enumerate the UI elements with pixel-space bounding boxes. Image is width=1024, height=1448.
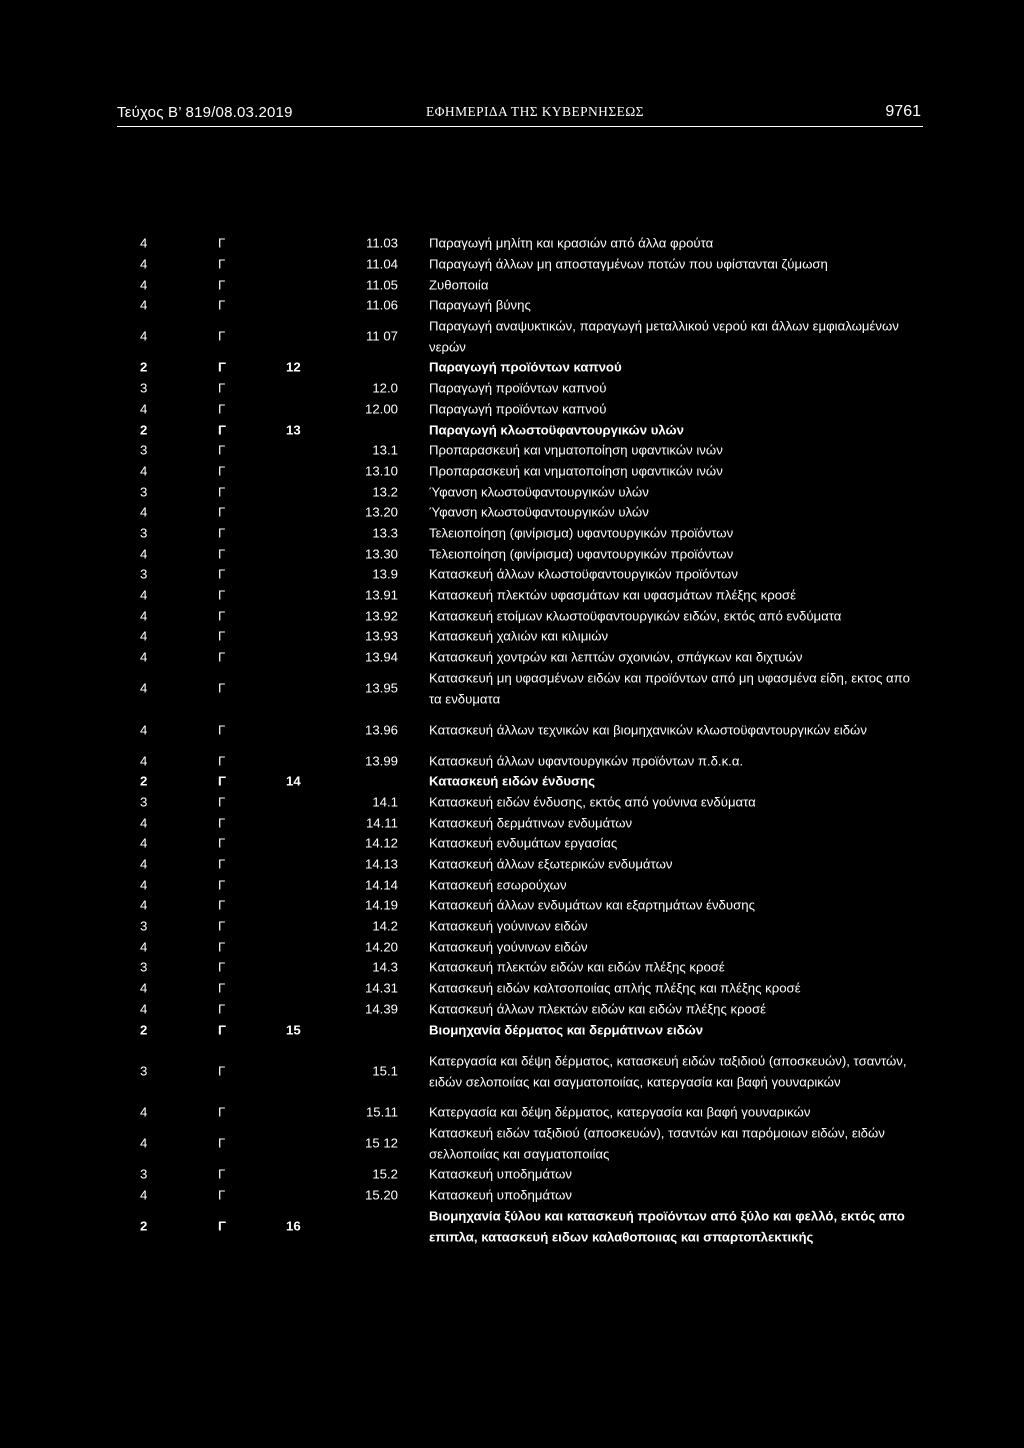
code-cell: 14.11 — [365, 815, 398, 831]
level-cell: 3 — [140, 567, 148, 583]
code-cell: 14.20 — [364, 939, 398, 955]
description-cell: Κατασκευή πλεκτών ειδών και ειδών πλέξης κροσέ — [429, 960, 725, 976]
level-cell: 4 — [140, 722, 148, 738]
description-cell: Παραγωγή αναψυκτικών, παραγωγή μεταλλικού νερού και άλλων εμφιαλωμένων νερών — [429, 318, 899, 355]
section-cell: Γ — [218, 773, 226, 789]
description-cell: Κατασκευή δερμάτινων ενδυμάτων — [429, 815, 633, 831]
table-row — [140, 751, 920, 772]
description-cell: Προπαρασκευή και νηματοποίηση υφαντικών ινών — [429, 442, 723, 458]
description-cell: Παραγωγή μηλίτη και κρασιών από άλλα φρούτα — [429, 235, 714, 251]
description-cell: Ύφανση κλωστοϋφαντουργικών υλών — [429, 504, 649, 520]
division-cell: 13 — [286, 422, 301, 438]
code-cell: 15 12 — [364, 1135, 398, 1151]
section-cell: Γ — [218, 546, 226, 562]
table-row — [140, 441, 920, 462]
level-cell: 4 — [140, 753, 148, 769]
division-cell: 14 — [286, 773, 301, 789]
description-cell: Τελειοποίηση (φινίρισμα) υφαντουργικών προϊόντων — [429, 546, 734, 562]
table-row — [140, 524, 920, 545]
code-cell: 11.03 — [365, 235, 398, 251]
code-cell: 13.30 — [364, 546, 398, 562]
section-cell: Γ — [218, 1063, 226, 1079]
section-cell: Γ — [218, 567, 226, 583]
code-cell: 13.9 — [372, 567, 398, 583]
section-cell: Γ — [218, 939, 226, 955]
level-cell: 2 — [140, 1022, 148, 1038]
description-cell: Τελειοποίηση (φινίρισμα) υφαντουργικών προϊόντων — [429, 525, 734, 541]
description-cell: Παραγωγή άλλων μη αποσταγμένων ποτών που υφίστανται ζύμωση — [429, 256, 828, 272]
section-cell: Γ — [218, 1022, 226, 1038]
description-cell: Κατασκευή ειδών καλτσοποιίας απλής πλέξης και πλέξης κροσέ — [429, 980, 801, 996]
code-cell: 13.93 — [364, 629, 398, 645]
section-cell: Γ — [218, 525, 226, 541]
level-cell: 4 — [140, 629, 148, 645]
code-cell: 12.00 — [364, 401, 398, 417]
section-cell: Γ — [218, 422, 226, 438]
description-cell: Βιομηχανία δέρματος και δερμάτινων ειδών — [429, 1022, 704, 1038]
table-row — [140, 1186, 920, 1207]
description-cell: Βιομηχανία ξύλου και κατασκευή προϊόντων από ξύλο και φελλό, εκτός απο επιπλα, κατασκευή ειδων καλαθοποιιας και σπαρτοπλεκτικής — [429, 1208, 905, 1245]
level-cell: 4 — [140, 856, 148, 872]
level-cell: 3 — [140, 442, 148, 458]
section-cell: Γ — [218, 1001, 226, 1017]
section-cell: Γ — [218, 504, 226, 520]
table-row — [140, 296, 920, 317]
activity-code-table — [140, 234, 920, 1248]
description-cell: Κατασκευή εσωρούχων — [429, 877, 567, 893]
section-cell: Γ — [218, 1104, 226, 1120]
section-cell: Γ — [218, 918, 226, 934]
description-cell: Κατασκευή χαλιών και κιλιμιών — [429, 629, 609, 645]
section-cell: Γ — [218, 1135, 226, 1151]
table-row — [140, 1041, 920, 1103]
level-cell: 4 — [140, 980, 148, 996]
description-cell: Κατασκευή άλλων ενδυμάτων και εξαρτημάτων ένδυσης — [429, 898, 755, 914]
section-cell: Γ — [218, 898, 226, 914]
section-cell: Γ — [218, 277, 226, 293]
level-cell: 4 — [140, 1135, 148, 1151]
level-cell: 4 — [140, 877, 148, 893]
section-cell: Γ — [218, 1187, 226, 1203]
table-row — [140, 317, 920, 358]
table-row — [140, 958, 920, 979]
section-cell: Γ — [218, 835, 226, 851]
description-cell: Κατασκευή άλλων υφαντουργικών προϊόντων π.δ.κ.α. — [429, 753, 744, 769]
section-cell: Γ — [218, 753, 226, 769]
level-cell: 3 — [140, 525, 148, 541]
level-cell: 4 — [140, 1104, 148, 1120]
level-cell: 2 — [140, 360, 148, 376]
description-cell: Κατασκευή άλλων τεχνικών και βιομηχανικών κλωστοϋφαντουργικών ειδών — [429, 722, 867, 738]
section-cell: Γ — [218, 484, 226, 500]
table-row — [140, 1124, 920, 1165]
section-cell: Γ — [218, 1218, 226, 1234]
table-row — [140, 834, 920, 855]
description-cell: Κατασκευή άλλων κλωστοϋφαντουργικών προϊόντων — [429, 567, 738, 583]
description-cell: Κατασκευή ειδών ταξιδιού (αποσκευών), τσαντών και παρόμοιων ειδών, ειδών σελλοποιίας και σαγματοποιίας — [429, 1125, 885, 1162]
table-row — [140, 896, 920, 917]
table-row — [140, 420, 920, 441]
description-cell: Παραγωγή προϊόντων καπνού — [429, 360, 622, 376]
description-cell: Παραγωγή κλωστοϋφαντουργικών υλών — [429, 422, 685, 438]
code-cell: 13.1 — [372, 442, 398, 458]
description-cell: Κατασκευή υποδημάτων — [429, 1167, 572, 1183]
table-row — [140, 772, 920, 793]
code-cell: 14.13 — [364, 856, 398, 872]
code-cell: 13.10 — [364, 463, 398, 479]
section-cell: Γ — [218, 980, 226, 996]
code-cell: 15.1 — [372, 1063, 398, 1079]
section-cell: Γ — [218, 960, 226, 976]
level-cell: 3 — [140, 918, 148, 934]
table-row — [140, 875, 920, 896]
level-cell: 4 — [140, 649, 148, 665]
code-cell: 14.14 — [364, 877, 398, 893]
description-cell: Κατασκευή υποδημάτων — [429, 1187, 572, 1203]
section-cell: Γ — [218, 815, 226, 831]
table-row — [140, 793, 920, 814]
level-cell: 4 — [140, 680, 148, 696]
section-cell: Γ — [218, 401, 226, 417]
table-row — [140, 565, 920, 586]
table-row — [140, 544, 920, 565]
table-row — [140, 937, 920, 958]
code-cell: 11.06 — [365, 298, 398, 314]
description-cell: Κατασκευή ειδών ένδυσης — [429, 773, 595, 789]
division-cell: 15 — [286, 1022, 301, 1038]
table-row — [140, 503, 920, 524]
section-cell: Γ — [218, 856, 226, 872]
level-cell: 4 — [140, 587, 148, 603]
code-cell: 13.91 — [364, 587, 398, 603]
description-cell: Κατασκευή γούνινων ειδών — [429, 939, 588, 955]
table-row — [140, 668, 920, 709]
code-cell: 14.3 — [372, 960, 398, 976]
table-row — [140, 1103, 920, 1124]
level-cell: 4 — [140, 835, 148, 851]
table-row — [140, 379, 920, 400]
description-cell: Ζυθοποιία — [429, 277, 489, 293]
level-cell: 4 — [140, 256, 148, 272]
description-cell: Κατασκευή ετοίμων κλωστοϋφαντουργικών ειδών, εκτός από ενδύματα — [429, 608, 842, 624]
level-cell: 4 — [140, 298, 148, 314]
code-cell: 11 07 — [365, 329, 398, 345]
code-cell: 13.99 — [364, 753, 398, 769]
level-cell: 4 — [140, 463, 148, 479]
code-cell: 15.11 — [365, 1104, 398, 1120]
section-cell: Γ — [218, 1167, 226, 1183]
description-cell: Κατασκευή γούνινων ειδών — [429, 918, 588, 934]
gazette-title: ΕΦΗΜΕΡΙΔΑ ΤΗΣ ΚΥΒΕΡΝΗΣΕΩΣ — [426, 104, 644, 119]
level-cell: 3 — [140, 794, 148, 810]
section-cell: Γ — [218, 629, 226, 645]
description-cell: Κατασκευή άλλων εξωτερικών ενδυμάτων — [429, 856, 673, 872]
table-row — [140, 606, 920, 627]
table-row — [140, 917, 920, 938]
level-cell: 4 — [140, 1187, 148, 1203]
level-cell: 4 — [140, 939, 148, 955]
code-cell: 14.12 — [364, 835, 398, 851]
section-cell: Γ — [218, 329, 226, 345]
level-cell: 4 — [140, 235, 148, 251]
table-row — [140, 1206, 920, 1247]
level-cell: 4 — [140, 815, 148, 831]
page-header — [117, 98, 923, 127]
description-cell: Κατασκευή μη υφασμένων ειδών και προϊόντων από μη υφασμένα είδη, εκτος απο τα ενδυματα — [429, 670, 910, 707]
section-cell: Γ — [218, 794, 226, 810]
section-cell: Γ — [218, 722, 226, 738]
level-cell: 2 — [140, 422, 148, 438]
description-cell: Κατασκευή ειδών ένδυσης, εκτός από γούνινα ενδύματα — [429, 794, 756, 810]
table-row — [140, 358, 920, 379]
section-cell: Γ — [218, 877, 226, 893]
code-cell: 11.05 — [365, 277, 398, 293]
code-cell: 11.04 — [365, 256, 398, 272]
description-cell: Κατασκευή χοντρών και λεπτών σχοινιών, σπάγκων και διχτυών — [429, 649, 803, 665]
code-cell: 14.39 — [364, 1001, 398, 1017]
description-cell: Παραγωγή προϊόντων καπνού — [429, 401, 607, 417]
table-row — [140, 275, 920, 296]
description-cell: Παραγωγή προϊόντων καπνού — [429, 380, 607, 396]
code-cell: 13.92 — [364, 608, 398, 624]
level-cell: 4 — [140, 546, 148, 562]
description-cell: Κατασκευή άλλων πλεκτών ειδών και ειδών πλέξης κροσέ — [429, 1001, 766, 1017]
section-cell: Γ — [218, 587, 226, 603]
code-cell: 13.95 — [364, 680, 398, 696]
level-cell: 2 — [140, 773, 148, 789]
code-cell: 15.2 — [372, 1167, 398, 1183]
code-cell: 15.20 — [364, 1187, 398, 1203]
section-cell: Γ — [218, 380, 226, 396]
division-cell: 16 — [286, 1218, 301, 1234]
table-row — [140, 627, 920, 648]
table-row — [140, 400, 920, 421]
code-cell: 14.31 — [364, 980, 398, 996]
description-cell: Παραγωγή βύνης — [429, 298, 531, 314]
code-cell: 13.94 — [364, 649, 398, 665]
section-cell: Γ — [218, 298, 226, 314]
code-cell: 14.2 — [372, 918, 398, 934]
section-cell: Γ — [218, 649, 226, 665]
level-cell: 4 — [140, 401, 148, 417]
level-cell: 4 — [140, 277, 148, 293]
table-row — [140, 482, 920, 503]
section-cell: Γ — [218, 235, 226, 251]
level-cell: 3 — [140, 380, 148, 396]
description-cell: Προπαρασκευή και νηματοποίηση υφαντικών ινών — [429, 463, 723, 479]
description-cell: Κατεργασία και δέψη δέρματος, κατασκευή ειδών ταξιδιού (αποσκευών), τσαντών, ειδών σελοποιίας και σαγματοποιίας, κατεργασία και βαφή γουναρικών — [429, 1053, 907, 1089]
description-cell: Κατασκευή πλεκτών υφασμάτων και υφασμάτων πλέξης κροσέ — [429, 587, 797, 603]
level-cell: 4 — [140, 608, 148, 624]
table-row — [140, 813, 920, 834]
description-cell: Ύφανση κλωστοϋφαντουργικών υλών — [429, 484, 649, 500]
table-row — [140, 586, 920, 607]
table-row — [140, 462, 920, 483]
description-cell: Κατεργασία και δέψη δέρματος, κατεργασία και βαφή γουναρικών — [429, 1104, 811, 1120]
code-cell: 13.96 — [364, 722, 398, 738]
level-cell: 4 — [140, 1001, 148, 1017]
code-cell: 12.0 — [372, 380, 398, 396]
section-cell: Γ — [218, 442, 226, 458]
code-cell: 13.20 — [364, 504, 398, 520]
issue-label: Τεύχος Β’ 819/08.03.2019 — [117, 104, 293, 121]
section-cell: Γ — [218, 360, 226, 376]
table-row — [140, 999, 920, 1020]
level-cell: 4 — [140, 329, 148, 345]
code-cell: 13.2 — [372, 484, 398, 500]
description-cell: Κατασκευή ενδυμάτων εργασίας — [429, 835, 618, 851]
table-row — [140, 979, 920, 1000]
division-cell: 12 — [286, 360, 301, 376]
table-row — [140, 234, 920, 255]
code-cell: 14.1 — [372, 794, 398, 810]
level-cell: 4 — [140, 504, 148, 520]
level-cell: 3 — [140, 1063, 148, 1079]
table-row — [140, 648, 920, 669]
level-cell: 3 — [140, 1167, 148, 1183]
table-row — [140, 855, 920, 876]
level-cell: 3 — [140, 960, 148, 976]
level-cell: 4 — [140, 898, 148, 914]
code-cell: 14.19 — [364, 898, 398, 914]
table-row — [140, 1165, 920, 1186]
level-cell: 2 — [140, 1218, 148, 1234]
table-row — [140, 710, 920, 751]
section-cell: Γ — [218, 680, 226, 696]
code-cell: 13.3 — [372, 525, 398, 541]
page-number: 9761 — [885, 103, 921, 120]
table-row — [140, 255, 920, 276]
level-cell: 3 — [140, 484, 148, 500]
section-cell: Γ — [218, 608, 226, 624]
table-row — [140, 1020, 920, 1041]
section-cell: Γ — [218, 463, 226, 479]
section-cell: Γ — [218, 256, 226, 272]
